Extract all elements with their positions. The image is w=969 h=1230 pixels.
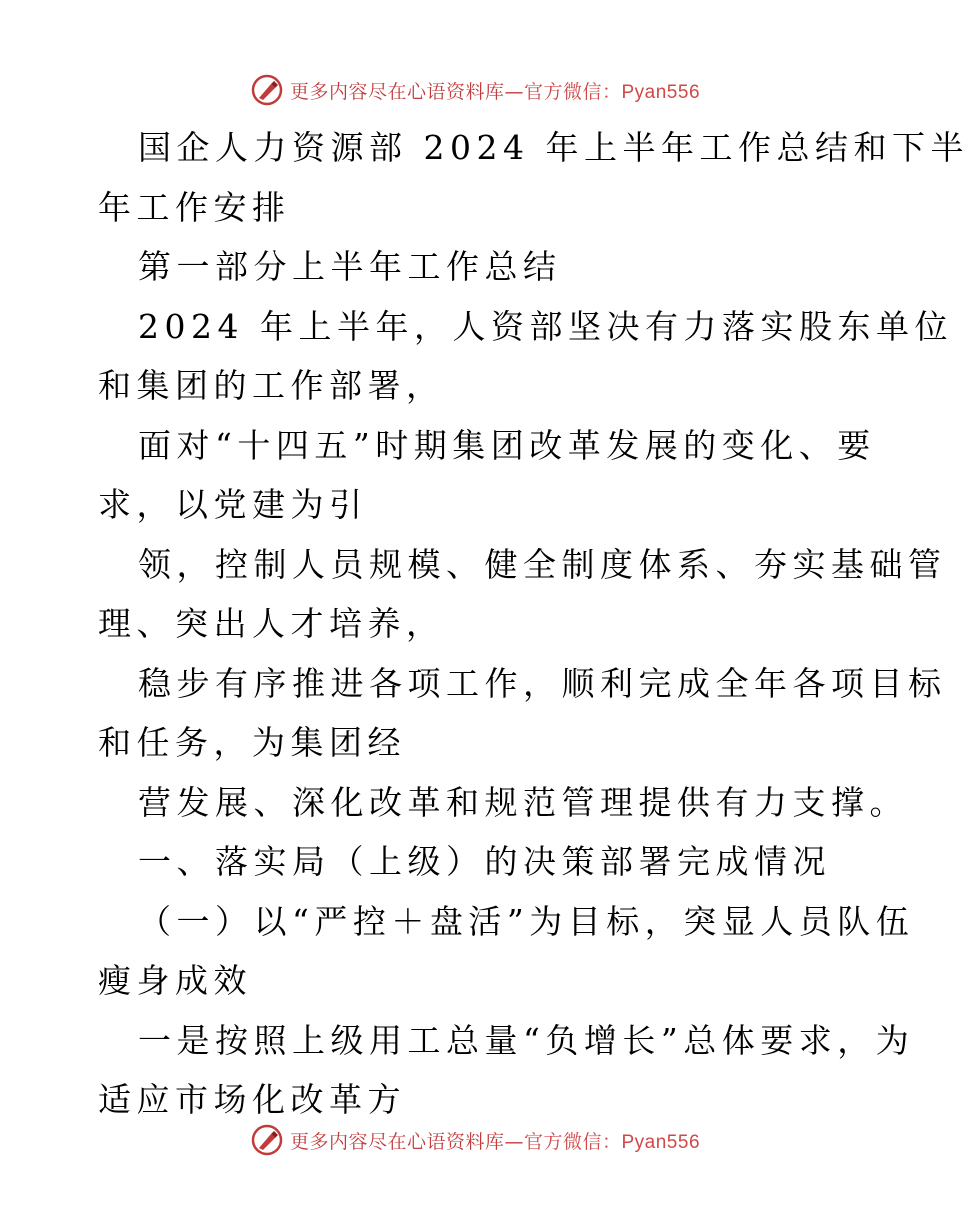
- header-wechat-id: Pyan556: [621, 81, 701, 103]
- doc-line: 面对“十四五”时期集团改革发展的变化、要: [138, 425, 876, 465]
- header-banner-text: [290, 77, 700, 104]
- footer-banner-separator: —: [504, 1130, 524, 1153]
- doc-line: 适应市场化改革方: [98, 1080, 406, 1119]
- pen-logo-icon: [250, 73, 284, 107]
- footer-banner-title: 更多内容尽在心语资料库: [289, 1130, 505, 1153]
- doc-line: 领，控制人员规模、健全制度体系、夯实基础管: [138, 544, 947, 584]
- doc-line: 稳步有序推进各项工作，顺利完成全年各项目标: [138, 663, 947, 703]
- doc-line: （一）以“严控＋盘活”为目标，突显人员队伍: [138, 901, 915, 941]
- doc-line: 年工作安排: [98, 187, 291, 227]
- doc-line: 国企人力资源部 2024 年上半年工作总结和下半: [138, 128, 969, 167]
- document-body: [98, 118, 969, 1130]
- header-banner: [0, 70, 950, 110]
- footer-wechat-id: Pyan556: [621, 1131, 701, 1153]
- doc-line: 营发展、深化改革和规范管理提供有力支撑。: [138, 782, 908, 822]
- doc-line: 瘦身成效: [98, 961, 252, 1000]
- footer-banner: [0, 1120, 950, 1160]
- footer-wechat-label: 官方微信：: [523, 1130, 622, 1153]
- header-wechat-label: 官方微信：: [523, 80, 622, 103]
- header-banner-separator: —: [504, 80, 524, 103]
- doc-line: 求，以党建为引: [98, 485, 368, 524]
- footer-banner-text: [290, 1127, 700, 1154]
- doc-line: 一是按照上级用工总量“负增长”总体要求，为: [138, 1020, 915, 1060]
- pen-logo-icon: [250, 1123, 284, 1157]
- doc-line: 第一部分上半年工作总结: [138, 247, 562, 286]
- doc-line: 2024 年上半年，人资部坚决有力落实股东单位: [138, 306, 953, 346]
- doc-line: 和集团的工作部署，: [98, 366, 445, 405]
- doc-line: 和任务，为集团经: [98, 723, 406, 762]
- header-banner-title: 更多内容尽在心语资料库: [289, 80, 505, 103]
- doc-line: 一、落实局（上级）的决策部署完成情况: [138, 842, 831, 881]
- doc-line: 理、突出人才培养，: [98, 604, 445, 643]
